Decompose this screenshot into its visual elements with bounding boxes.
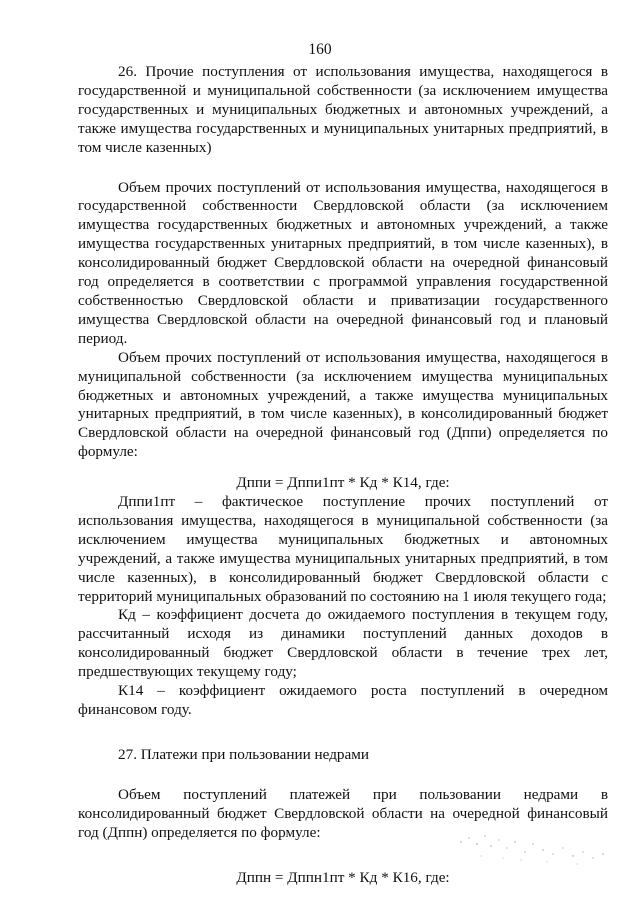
- spacer: [78, 765, 608, 786]
- page-content: [78, 63, 608, 887]
- scan-artifact-marks: [455, 828, 615, 868]
- formula-dppn: Дппн = Дппн1пт * Кд * К16, где:: [236, 868, 450, 886]
- section-27-paragraph-1: Объем поступлений платежей при пользовании недрами в консолидированный бюджет Свердловской области на очередной финансовый год (Дппн) определяется по формуле:: [78, 785, 608, 841]
- spacer: [78, 462, 608, 474]
- section-26-paragraph-2: Объем прочих поступлений от использования имущества, находящегося в муниципальной собственности (за исключением имущества муниципальных бюджетных и автономных учреждений, а также имущества муниципальных унитарных предприятий, в том числе казенных), в консолидированный бюджет Свердловской области на очередной финансовый год (Дппи) определяется по формуле:: [78, 348, 608, 461]
- page-number: 160: [308, 41, 332, 58]
- section-26-heading: 26. Прочие поступления от использования имущества, находящегося в государственной и муниципальной собственности (за исключением имущества государственных и муниципальных бюджетных и автономных учреждений, а также имущества государственных и муниципальных унитарных предприятий, в том числе казенных): [78, 63, 608, 156]
- spacer: [78, 720, 608, 746]
- definition-kd: Кд – коэффициент досчета до ожидаемого поступления в текущем году, рассчитанный исходя из динамики поступлений данных доходов в консолидированный бюджет Свердловской области в течение трех лет, предшествующих текущему году;: [78, 606, 608, 681]
- spacer: [78, 158, 608, 179]
- definition-k14: К14 – коэффициент ожидаемого роста поступлений в очередном финансовом году.: [78, 682, 608, 718]
- section-27-heading: 27. Платежи при пользовании недрами: [118, 745, 370, 763]
- section-26-paragraph-1: Объем прочих поступлений от использования имущества, находящегося в государственной собственности Свердловской области (за исключением имущества государственных бюджетных и автономных учреждений, а также имущества государственных унитарных предприятий, в том числе казенных), в консолидированный бюджет Свердловской области на очередной финансовый год определяется в соответствии с программой управления государственной собственностью Свердловской области и приватизации государственного имущества Свердловской области на очередной финансовый год и плановый период.: [78, 178, 608, 347]
- definition-dppi1pt: Дппи1пт – фактическое поступление прочих поступлений от использования имущества, находящегося в муниципальной собственности (за исключением имущества муниципальных бюджетных и автономных учреждений, а также имущества муниципальных унитарных предприятий, в том числе казенных), в консолидированный бюджет Свердловской области с территорий муниципальных образований по состоянию на 1 июля текущего года;: [78, 493, 608, 605]
- formula-dppi: Дппи = Дппи1пт * Кд * К14, где:: [236, 474, 450, 492]
